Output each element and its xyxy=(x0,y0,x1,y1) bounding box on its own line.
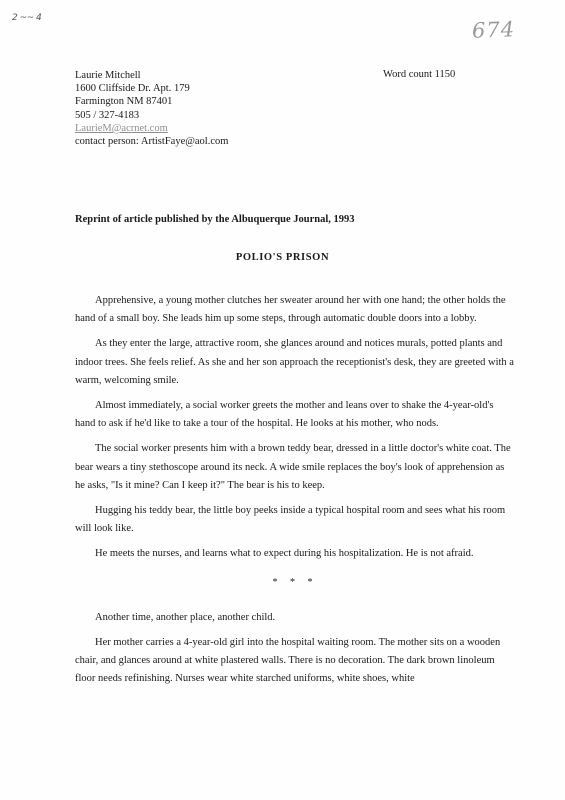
author-contact-block xyxy=(75,69,228,148)
paragraph: He meets the nurses, and learns what to expect during his hospitalization. He is not afraid. xyxy=(95,548,474,560)
author-phone: 505 / 327-4183 xyxy=(75,109,140,121)
section-separator: * * * xyxy=(272,576,318,588)
author-email: LaurieM@acrnet.com xyxy=(75,122,168,134)
margin-scribble: 2 ~~ 4 xyxy=(12,13,42,23)
word-count: Word count 1150 xyxy=(383,69,456,80)
author-name: Laurie Mitchell xyxy=(75,70,141,81)
reprint-note: Reprint of article published by the Albuquerque Journal, 1993 xyxy=(75,214,355,225)
paragraph: Her mother carries a 4-year-old girl into the hospital waiting room. The mother sits on a wooden chair, and glances around at white plastered walls. There is no decoration. The dark brown linoleum floor needs refinishing. Nurses wear white starched uniforms, white shoes, white xyxy=(75,637,501,685)
paragraph: Hugging his teddy bear, the little boy peeks inside a typical hospital room and sees what his room will look like. xyxy=(75,505,506,535)
article-body xyxy=(75,292,515,696)
handwritten-page-number: 674 xyxy=(471,17,516,43)
paragraph: Almost immediately, a social worker greets the mother and leans over to shake the 4-year-old's hand to ask if he'd like to take a tour of the hospital. He looks at his mother, who nods. xyxy=(75,400,494,430)
author-street: 1600 Cliffside Dr. Apt. 179 xyxy=(75,83,190,95)
contact-person: contact person: ArtistFaye@aol.com xyxy=(75,136,229,148)
author-city: Farmington NM 87401 xyxy=(75,96,173,108)
paragraph: The social worker presents him with a brown teddy bear, dressed in a little doctor's white coat. The bear wears a tiny stethoscope around its neck. A wide smile replaces the boy's look of apprehension as he asks, "Is it mine? Can I keep it?" The bear is his to keep. xyxy=(75,443,511,491)
paragraph: Another time, another place, another child. xyxy=(95,611,276,623)
article-title: POLIO'S PRISON xyxy=(235,252,330,263)
paragraph: As they enter the large, attractive room, she glances around and notices murals, potted plants and indoor trees. She feels relief. As she and her son approach the receptionist's desk, they are greeted with a warm, welcoming smile. xyxy=(75,338,514,386)
paragraph: Apprehensive, a young mother clutches her sweater around her with one hand; the other holds the hand of a small boy. She leads him up some steps, through automatic double doors into a lobby. xyxy=(75,295,506,325)
